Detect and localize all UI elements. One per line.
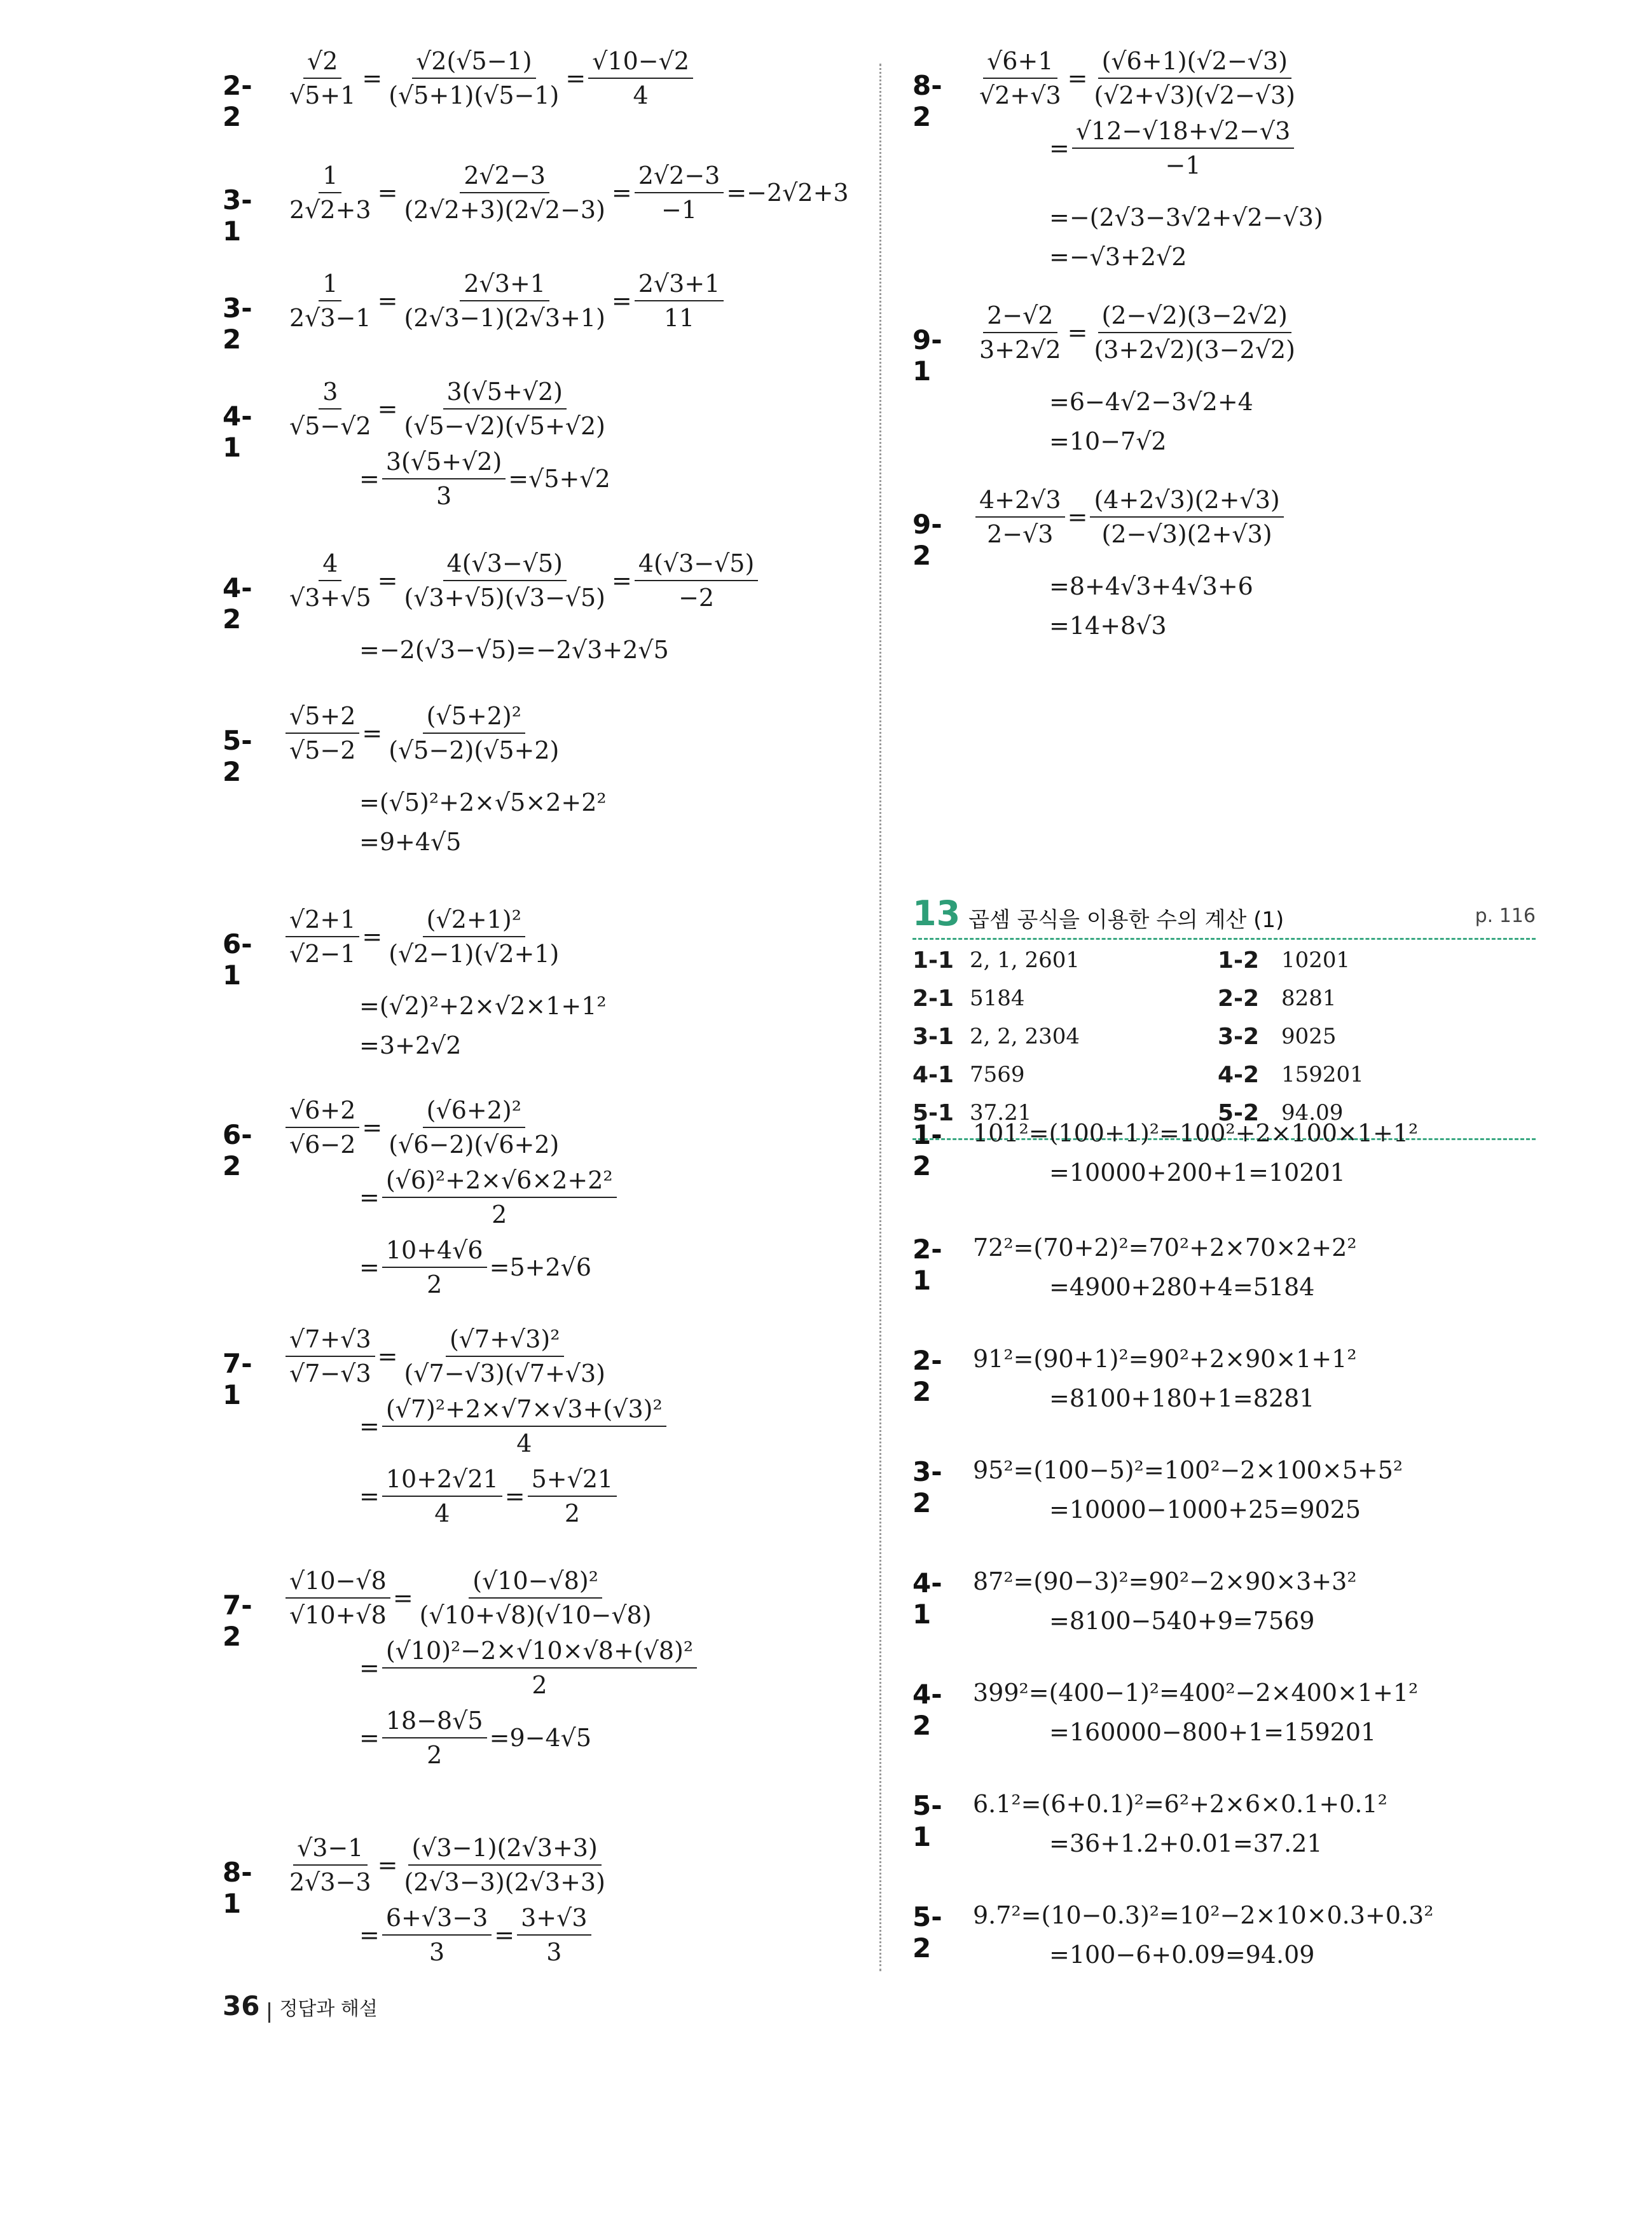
- expression-text: =: [565, 64, 586, 92]
- solution-line: [359, 1465, 619, 1527]
- fraction: [382, 1395, 666, 1457]
- denominator: 3: [546, 1938, 562, 1966]
- fraction: [286, 47, 359, 109]
- expression-text: =10000−1000+25=9025: [1049, 1496, 1361, 1524]
- expression-text: =: [611, 287, 632, 315]
- expression-text: =160000−800+1=159201: [1049, 1718, 1377, 1746]
- answer-value: 9025: [1281, 1024, 1337, 1049]
- problem-number: 2-2: [223, 70, 252, 132]
- expression-text: =: [359, 1482, 380, 1510]
- expression-text: =: [377, 1342, 398, 1370]
- answer-row: [912, 947, 1536, 986]
- answer-number: 5-1: [912, 1100, 954, 1126]
- answer-row: [912, 1062, 1536, 1100]
- denominator: 2: [564, 1499, 581, 1527]
- solution-line: [283, 1325, 612, 1387]
- solution-line: [359, 448, 610, 510]
- solution-line: [283, 702, 565, 764]
- denominator: √3+√5: [289, 584, 371, 612]
- expression-text: =6−4√2−3√2+4: [1049, 388, 1253, 416]
- solution-line: [283, 378, 612, 440]
- answer-row: [912, 1024, 1536, 1062]
- fraction: [385, 47, 563, 109]
- solution-line: [283, 270, 726, 332]
- numerator: 6+√3−3: [382, 1904, 492, 1936]
- expression-text: =10−7√2: [1049, 427, 1167, 455]
- expression-text: =: [377, 395, 398, 423]
- denominator: √5−2: [289, 736, 356, 764]
- numerator: (√3−1)(2√3+3): [408, 1834, 602, 1866]
- denominator: 2−√3: [987, 520, 1054, 548]
- expression-text: =(√2)²+2×√2×1+1²: [359, 992, 607, 1020]
- solution-line: [283, 905, 565, 968]
- fraction: [382, 1465, 502, 1527]
- fraction: [400, 162, 609, 224]
- solution-line: [1049, 203, 1323, 231]
- solution-line: [1049, 1829, 1323, 1857]
- answer-value: 94.09: [1281, 1100, 1344, 1125]
- denominator: (√6−2)(√6+2): [389, 1131, 560, 1159]
- expression-text: =: [377, 179, 398, 207]
- answer-value: 2, 1, 2601: [970, 947, 1080, 973]
- solution-line: [973, 1234, 1357, 1262]
- numerator: (√6+1)(√2−√3): [1098, 47, 1291, 79]
- solution-line: [1049, 1159, 1346, 1187]
- solution-line: [359, 788, 607, 816]
- problem-number: 1-2: [912, 1119, 942, 1181]
- expression-text: =: [1067, 64, 1088, 92]
- expression-text: =14+8√3: [1049, 612, 1167, 640]
- answer-value: 7569: [970, 1062, 1025, 1087]
- expression-text: =: [504, 1482, 525, 1510]
- denominator: −2: [678, 584, 715, 612]
- solution-line: [1049, 243, 1187, 271]
- solution-line: [1049, 1273, 1314, 1301]
- solution-line: [973, 1456, 1403, 1484]
- solution-line: [973, 1119, 1418, 1147]
- expression-text: =: [362, 1113, 383, 1141]
- expression-text: =8100−540+9=7569: [1049, 1607, 1315, 1635]
- fraction: [1090, 47, 1299, 109]
- expression-text: =3+2√2: [359, 1031, 462, 1059]
- fraction: [975, 47, 1065, 109]
- solution-line: [359, 1904, 594, 1966]
- fraction: [385, 702, 563, 764]
- expression-text: =: [359, 1724, 380, 1752]
- numerator: √6+2: [286, 1096, 359, 1128]
- numerator: 1: [319, 162, 341, 193]
- expression-text: =8+4√3+4√3+6: [1049, 572, 1253, 600]
- answer-row: [912, 986, 1536, 1024]
- answer-number: 2-2: [1218, 986, 1260, 1012]
- fraction: [382, 1707, 487, 1769]
- fraction: [975, 301, 1065, 364]
- expression-text: =: [359, 1921, 380, 1949]
- solution-line: [1049, 612, 1167, 640]
- numerator: √6+1: [983, 47, 1057, 79]
- fraction: [286, 270, 375, 332]
- denominator: (√10+√8)(√10−√8): [419, 1601, 652, 1629]
- fraction: [385, 905, 563, 968]
- denominator: 2√3−1: [289, 304, 371, 332]
- fraction: [1090, 486, 1283, 548]
- problem-number: 2-2: [912, 1345, 942, 1407]
- numerator: 2√3+1: [635, 270, 724, 301]
- answer-number: 3-1: [912, 1024, 954, 1050]
- solution-line: [283, 47, 696, 109]
- numerator: 2√3+1: [460, 270, 549, 301]
- fraction: [286, 1834, 375, 1896]
- fraction: [975, 486, 1065, 548]
- numerator: √3−1: [293, 1834, 367, 1866]
- numerator: 2√2−3: [635, 162, 724, 193]
- expression-text: =10000+200+1=10201: [1049, 1159, 1346, 1187]
- answer-number: 3-2: [1218, 1024, 1260, 1050]
- numerator: 18−8√5: [382, 1707, 487, 1738]
- denominator: √5−√2: [289, 412, 371, 440]
- answer-number: 2-1: [912, 986, 954, 1012]
- numerator: 3+√3: [517, 1904, 591, 1936]
- denominator: √2+√3: [979, 81, 1061, 109]
- numerator: 4(√3−√5): [443, 549, 567, 581]
- answer-value: 159201: [1281, 1062, 1364, 1087]
- fraction: [382, 448, 506, 510]
- numerator: (√10−√8)²: [469, 1567, 602, 1599]
- solution-line: [973, 486, 1286, 548]
- numerator: √10−√8: [286, 1567, 390, 1599]
- denominator: √2−1: [289, 940, 356, 968]
- answer-value: 5184: [970, 986, 1025, 1011]
- solution-line: [973, 47, 1302, 109]
- numerator: √2+1: [286, 905, 359, 937]
- expression-text: =: [359, 1253, 380, 1281]
- numerator: 5+√21: [528, 1465, 617, 1497]
- solution-line: [359, 1637, 699, 1699]
- problem-number: 4-2: [223, 572, 252, 635]
- numerator: √7+√3: [286, 1325, 375, 1357]
- expression-text: =100−6+0.09=94.09: [1049, 1941, 1315, 1969]
- expression-text: 91²=(90+1)²=90²+2×90×1+1²: [973, 1345, 1357, 1373]
- expression-text: 399²=(400−1)²=400²−2×400×1+1²: [973, 1679, 1419, 1707]
- solution-line: [359, 636, 669, 664]
- expression-text: =: [392, 1584, 413, 1612]
- denominator: 2: [427, 1741, 443, 1769]
- problem-number: 2-1: [912, 1234, 942, 1296]
- fraction: [286, 905, 359, 968]
- problem-number: 6-2: [223, 1119, 252, 1181]
- denominator: √6−2: [289, 1131, 356, 1159]
- denominator: (√7−√3)(√7+√3): [404, 1359, 606, 1387]
- fraction: [400, 1834, 609, 1896]
- denominator: 2√2+3: [289, 196, 371, 224]
- expression-text: 101²=(100+1)²=100²+2×100×1+1²: [973, 1119, 1419, 1147]
- fraction: [635, 270, 724, 332]
- solution-line: [973, 1679, 1418, 1707]
- denominator: 2: [532, 1671, 547, 1699]
- denominator: (2√3−1)(2√3+1): [404, 304, 605, 332]
- section-title: 곱셈 공식을 이용한 수의 계산 (1): [968, 907, 1284, 933]
- solution-line: [359, 992, 607, 1020]
- solution-line: [283, 162, 849, 224]
- fraction: [588, 47, 693, 109]
- denominator: 2: [427, 1270, 443, 1298]
- expression-text: 9.7²=(10−0.3)²=10²−2×10×0.3+0.3²: [973, 1901, 1434, 1929]
- denominator: (√3+√5)(√3−√5): [404, 584, 606, 612]
- solution-line: [973, 1790, 1387, 1818]
- expression-text: 95²=(100−5)²=100²−2×100×5+5²: [973, 1456, 1403, 1484]
- solution-line: [1049, 1384, 1314, 1412]
- denominator: 11: [663, 304, 695, 332]
- denominator: (2−√3)(2+√3): [1101, 520, 1272, 548]
- solution-line: [359, 1031, 461, 1059]
- solution-line: [359, 1236, 591, 1298]
- expression-text: =: [359, 1412, 380, 1440]
- problem-number: 3-1: [223, 184, 252, 247]
- expression-text: =: [1067, 503, 1088, 531]
- section-number: 13: [912, 893, 961, 933]
- expression-text: =−√3+2√2: [1049, 243, 1187, 271]
- fraction: [286, 549, 375, 612]
- problem-number: 5-2: [912, 1901, 942, 1964]
- problem-number: 8-2: [912, 70, 942, 132]
- solution-line: [1049, 427, 1167, 455]
- problem-number: 9-1: [912, 324, 942, 387]
- solution-line: [359, 828, 461, 856]
- solution-line: [973, 1567, 1357, 1595]
- denominator: (2√2+3)(2√2−3): [404, 196, 605, 224]
- fraction: [286, 162, 375, 224]
- denominator: 2: [492, 1201, 507, 1229]
- numerator: (√7+√3)²: [446, 1325, 564, 1357]
- answer-number: 4-2: [1218, 1062, 1260, 1088]
- fraction: [416, 1567, 656, 1629]
- problem-number: 3-2: [912, 1456, 942, 1518]
- solution-line: [1049, 388, 1253, 416]
- numerator: (√6+2)²: [423, 1096, 525, 1128]
- solution-line: [973, 1345, 1357, 1373]
- problem-number: 8-1: [223, 1857, 252, 1919]
- numerator: 4(√3−√5): [635, 549, 758, 581]
- fraction: [400, 1325, 609, 1387]
- fraction: [382, 1904, 492, 1966]
- problem-number: 4-2: [912, 1679, 942, 1741]
- solution-line: [1049, 1941, 1314, 1969]
- problem-number: 4-1: [912, 1567, 942, 1630]
- numerator: 1: [319, 270, 341, 301]
- fraction: [286, 1567, 390, 1629]
- solution-line: [359, 1166, 619, 1229]
- numerator: 3: [319, 378, 341, 410]
- numerator: √12−√18+√2−√3: [1072, 117, 1294, 149]
- numerator: 2−√2: [983, 301, 1057, 333]
- solution-line: [1049, 572, 1253, 600]
- denominator: (√2−1)(√2+1): [389, 940, 560, 968]
- fraction: [382, 1637, 697, 1699]
- fraction: [635, 549, 758, 612]
- expression-text: =: [377, 1851, 398, 1879]
- solution-line: [283, 549, 761, 612]
- numerator: 4+2√3: [975, 486, 1065, 518]
- problem-number: 7-1: [223, 1348, 252, 1410]
- expression-text: 87²=(90−3)²=90²−2×90×3+3²: [973, 1567, 1357, 1595]
- denominator: (√5−√2)(√5+√2): [404, 412, 606, 440]
- problem-number: 4-1: [223, 401, 252, 463]
- fraction: [517, 1904, 591, 1966]
- numerator: 10+4√6: [382, 1236, 487, 1268]
- answer-value: 37.21: [970, 1100, 1032, 1125]
- expression-text: =−2√2+3: [726, 179, 849, 207]
- denominator: √5+1: [289, 81, 356, 109]
- problem-number: 9-2: [912, 509, 942, 571]
- fraction: [286, 1325, 375, 1387]
- expression-text: =9+4√5: [359, 828, 462, 856]
- numerator: 10+2√21: [382, 1465, 502, 1497]
- solution-line: [359, 1395, 669, 1457]
- fraction: [286, 1096, 359, 1159]
- numerator: √2(√5−1): [412, 47, 535, 79]
- fraction: [528, 1465, 617, 1527]
- fraction: [382, 1166, 617, 1229]
- solution-line: [359, 1707, 591, 1769]
- answer-number: 1-2: [1218, 947, 1260, 974]
- denominator: 4: [516, 1429, 532, 1457]
- expression-text: =: [362, 64, 383, 92]
- solution-line: [1049, 1496, 1361, 1524]
- fraction: [382, 1236, 487, 1298]
- expression-text: =: [362, 923, 383, 951]
- expression-text: =−(2√3−3√2+√2−√3): [1049, 203, 1323, 231]
- expression-text: =(√5)²+2×√5×2+2²: [359, 788, 607, 816]
- numerator: (√10)²−2×√10×√8+(√8)²: [382, 1637, 697, 1669]
- answer-number: 4-1: [912, 1062, 954, 1088]
- denominator: 3: [436, 482, 452, 510]
- denominator: (√2+√3)(√2−√3): [1094, 81, 1296, 109]
- expression-text: =4900+280+4=5184: [1049, 1273, 1315, 1301]
- expression-text: =: [1067, 319, 1088, 347]
- solution-line: [1049, 1607, 1314, 1635]
- expression-text: =9−4√5: [489, 1724, 592, 1752]
- solution-line: [283, 1834, 612, 1896]
- expression-text: =: [377, 567, 398, 595]
- numerator: (√7)²+2×√7×√3+(√3)²: [382, 1395, 666, 1427]
- denominator: 3+2√2: [979, 336, 1061, 364]
- section-header: [912, 893, 1536, 940]
- footer-label: 정답과 해설: [279, 1998, 378, 2020]
- problem-number: 7-2: [223, 1590, 252, 1652]
- page-footer: [223, 1990, 378, 2023]
- numerator: 2√2−3: [460, 162, 549, 193]
- problem-number: 5-1: [912, 1790, 942, 1852]
- expression-text: 6.1²=(6+0.1)²=6²+2×6×0.1+0.1²: [973, 1790, 1387, 1818]
- numerator: 3(√5+√2): [382, 448, 506, 479]
- solution-line: [283, 1567, 658, 1629]
- denominator: √10+√8: [289, 1601, 387, 1629]
- numerator: √2: [303, 47, 341, 79]
- solution-line: [283, 1096, 565, 1159]
- denominator: (3+2√2)(3−2√2): [1094, 336, 1295, 364]
- denominator: (√5−2)(√5+2): [389, 736, 560, 764]
- solution-line: [973, 301, 1302, 364]
- answer-value: 8281: [1281, 986, 1337, 1011]
- denominator: (2√3−3)(2√3+3): [404, 1868, 605, 1896]
- answer-value: 2, 2, 2304: [970, 1024, 1080, 1049]
- fraction: [400, 378, 609, 440]
- expression-text: =36+1.2+0.01=37.21: [1049, 1829, 1323, 1857]
- expression-text: =: [612, 567, 632, 595]
- footer-separator: [268, 2002, 270, 2023]
- expression-text: =: [362, 719, 383, 747]
- fraction: [1072, 117, 1294, 179]
- numerator: 4: [319, 549, 341, 581]
- denominator: −1: [1165, 151, 1201, 179]
- answer-number: 1-1: [912, 947, 954, 974]
- denominator: −1: [661, 196, 698, 224]
- expression-text: =: [359, 1183, 380, 1211]
- denominator: 4: [633, 81, 649, 109]
- expression-text: =√5+√2: [508, 465, 610, 493]
- fraction: [635, 162, 724, 224]
- solution-line: [1049, 1718, 1376, 1746]
- denominator: 2√3−3: [289, 1868, 371, 1896]
- fraction: [1090, 301, 1298, 364]
- solution-line: [1049, 117, 1297, 179]
- fraction: [400, 270, 609, 332]
- expression-text: 72²=(70+2)²=70²+2×70×2+2²: [973, 1234, 1357, 1262]
- expression-text: =: [359, 1654, 380, 1682]
- expression-text: =: [377, 287, 398, 315]
- fraction: [385, 1096, 563, 1159]
- numerator: (2−√2)(3−2√2): [1098, 301, 1291, 333]
- problem-number: 5-2: [223, 725, 252, 787]
- denominator: 3: [429, 1938, 445, 1966]
- expression-text: =5+2√6: [489, 1253, 592, 1281]
- expression-text: =: [494, 1921, 515, 1949]
- fraction: [286, 378, 375, 440]
- page-number: 36: [223, 1990, 260, 2021]
- solution-line: [973, 1901, 1433, 1929]
- denominator: 4: [434, 1499, 450, 1527]
- expression-text: =8100+180+1=8281: [1049, 1384, 1315, 1412]
- numerator: 3(√5+√2): [443, 378, 567, 410]
- denominator: (√5+1)(√5−1): [389, 81, 560, 109]
- answer-value: 10201: [1281, 947, 1351, 973]
- numerator: (√2+1)²: [423, 905, 525, 937]
- numerator: √5+2: [286, 702, 359, 734]
- numerator: (4+2√3)(2+√3): [1090, 486, 1283, 518]
- numerator: (√5+2)²: [423, 702, 525, 734]
- fraction: [286, 702, 359, 764]
- fraction: [400, 549, 609, 612]
- expression-text: =: [1049, 134, 1070, 162]
- expression-text: =: [611, 179, 632, 207]
- column-divider: [879, 64, 881, 1971]
- numerator: (√6)²+2×√6×2+2²: [382, 1166, 617, 1198]
- expression-text: =: [359, 465, 380, 493]
- section-page-ref: p. 116: [1475, 905, 1536, 927]
- answer-number: 5-2: [1218, 1100, 1260, 1126]
- expression-text: =−2(√3−√5)=−2√3+2√5: [359, 636, 669, 664]
- problem-number: 3-2: [223, 293, 252, 355]
- problem-number: 6-1: [223, 928, 252, 991]
- denominator: √7−√3: [289, 1359, 371, 1387]
- numerator: √10−√2: [588, 47, 693, 79]
